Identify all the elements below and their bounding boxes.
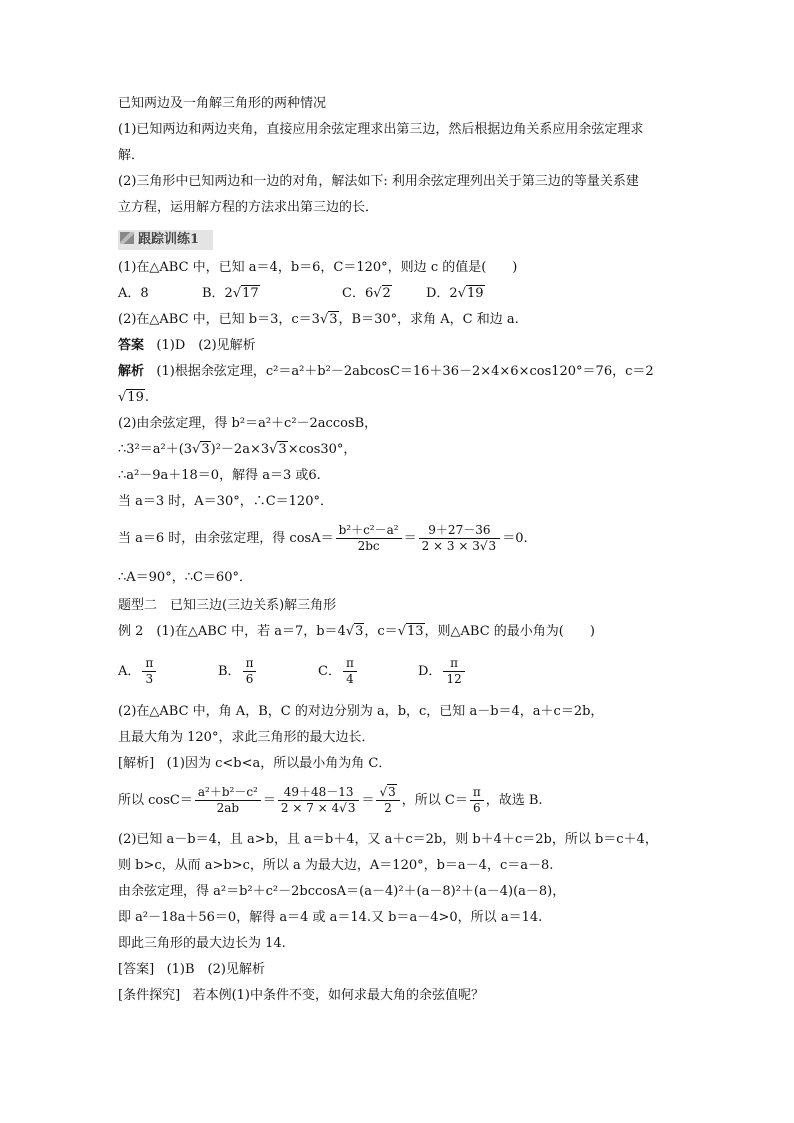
solution-label: 解析 (118, 364, 145, 379)
frac-num: π (470, 785, 484, 801)
ex-mid: ，c＝ (364, 624, 398, 639)
condition-explore (118, 986, 484, 1006)
solution-1: (1)因为 c<b<a，所以最小角为角 C． (166, 756, 392, 771)
frac-den-pre: 2 × 3 × 3 (421, 539, 480, 553)
intro-p2a: (2)三角形中已知两边和一边的对角，解法如下: 利用余弦定理列出关于第三边的等量关系建 (118, 174, 639, 189)
example2-options (118, 654, 467, 690)
intro-title: 已知两边及一角解三角形的两种情况 (118, 96, 327, 111)
sol2e-post: ＝0. (502, 531, 528, 546)
frac-num: a²＋b²－c² (195, 785, 261, 801)
option-b-pre: B．2 (202, 286, 233, 301)
practice-sol2f: ∴A＝90°，∴C＝60°． (118, 570, 252, 585)
radical-sign-icon: √ (345, 624, 355, 639)
example2-sol5: 由余弦定理，得 a²＝b²＋c²－2bccosA＝(a－4)²＋(a－8)²＋(a－4)(a－8)， (118, 884, 566, 899)
intro-p1a: (1)已知两边和两边夹角，直接应用余弦定理求出第三边，然后根据边角关系应用余弦定理求 (118, 122, 644, 137)
radical-sign-icon: √ (397, 624, 406, 639)
option-d-label: D． (418, 664, 442, 679)
practice-q1-options (118, 284, 485, 304)
sol2b-radicand-1: 3 (201, 442, 210, 457)
ex-post: ，则△ABC 的最小角为( ) (424, 624, 595, 639)
frac-den (278, 801, 360, 816)
practice-sol2a: (2)由余弦定理，得 b²＝a²＋c²－2accosB， (118, 416, 378, 431)
practice-header-label: 跟踪训练1 (138, 232, 200, 247)
intro-p2b: 立方程，运用解方程的方法求出第三边的长． (118, 200, 379, 215)
explore-label: [条件探究] (118, 988, 181, 1003)
ex-radicand-2: 13 (406, 624, 424, 639)
equals-sign: ＝ (361, 793, 375, 808)
frac-num: 9＋27－36 (419, 523, 501, 539)
example2-q2b: 且最大角为 120°，求此三角形的最大边长． (118, 730, 375, 745)
option-a: A．8 (118, 286, 149, 301)
frac-num: b²＋c²－a² (336, 523, 402, 539)
example2-sol4: 则 b>c，从而 a>b>c，所以 a 为最大边，A＝120°，b＝a－4，c＝a－8. (118, 858, 554, 873)
frac-num: π (243, 656, 257, 672)
example2-sol3: (2)已知 a－b＝4，且 a>b，且 a＝b＋4，又 a＋c＝2b，则 b＋4＋c＝2b，所以 b＝c＋4， (118, 832, 658, 847)
answer-label: 答案 (118, 338, 145, 353)
frac-den-radicand: 3 (488, 539, 497, 553)
option-d (418, 656, 467, 686)
frac-den: 4 (346, 672, 354, 686)
solution-1a: (1)根据余弦定理，c²＝a²＋b²－2abcosC＝16＋36－2×4×6×cos120°＝76，c＝2 (156, 364, 654, 379)
fraction-cosA-value (419, 523, 501, 554)
option-c (318, 654, 418, 690)
example2-sol2 (118, 784, 543, 818)
option-b-label: B． (218, 664, 241, 679)
sol2-pre: 所以 cosC＝ (118, 793, 193, 808)
radical-sign-icon: √ (339, 801, 347, 815)
fraction-angle-C (470, 785, 484, 816)
frac-den: 2ab (216, 801, 240, 815)
example2-sol1 (118, 754, 391, 774)
option-b (202, 284, 342, 304)
option-c-label: C． (318, 664, 341, 679)
radical-sign-icon: √ (232, 286, 242, 301)
practice-header (118, 230, 213, 250)
example2-sol6: 即 a²－18a＋56＝0，解得 a＝4 或 a＝14.又 b＝a－4>0，所以 a＝14. (118, 910, 543, 925)
radical-sign-icon: √ (118, 390, 127, 405)
frac-num-radicand: 3 (388, 785, 396, 799)
solution-label: [解析] (118, 756, 155, 771)
answer-text: (1)B (2)见解析 (166, 962, 265, 977)
sol2b-post: ×cos30°， (287, 442, 357, 457)
option-b-radicand: 17 (242, 286, 259, 301)
frac-num: π (443, 656, 464, 672)
practice-q2 (118, 310, 519, 330)
sol2b-mid: )²－2a×3 (210, 442, 270, 457)
fraction-cosC-formula (195, 785, 261, 816)
option-c-radicand: 2 (382, 286, 391, 301)
frac-den: 6 (245, 672, 254, 686)
frac-den-pre: 2 × 7 × 4 (280, 801, 340, 815)
answer-text: (1)D (2)见解析 (156, 338, 256, 353)
example2-sol7: 即此三角形的最大边长为 14. (118, 936, 286, 951)
radical-sign-icon: √ (479, 539, 488, 553)
frac-den: 12 (446, 672, 462, 686)
option-d (426, 285, 485, 301)
explore-text: 若本例(1)中条件不变，如何求最大角的余弦值呢？ (192, 988, 484, 1003)
sol1b-post: . (144, 390, 149, 405)
practice-sol2d: 当 a＝3 时，A＝30°，∴C＝120°． (118, 494, 333, 509)
frac-den-radicand: 3 (347, 801, 356, 815)
practice-sol1b (118, 388, 149, 408)
practice-sol1a (118, 362, 654, 382)
answer-label: [答案] (118, 962, 155, 977)
example2-q1 (118, 622, 595, 642)
sol2b-pre: ∴3²＝a²＋(3 (118, 442, 193, 457)
fraction-cosA-formula (336, 523, 402, 554)
practice-q1: (1)在△ABC 中，已知 a＝4，b＝6，C＝120°，则边 c 的值是( ) (118, 260, 518, 275)
option-c-pre: C．6 (342, 286, 374, 301)
frac-den: 2bc (357, 539, 380, 553)
option-c (342, 284, 426, 304)
option-a-label: A． (118, 664, 141, 679)
example2-answer (118, 960, 265, 980)
frac-den: 6 (472, 801, 481, 815)
ex-radicand-1: 3 (355, 624, 364, 639)
sol1b-radicand: 19 (127, 390, 144, 405)
section-marker-icon (120, 232, 134, 244)
equals-sign: ＝ (262, 793, 276, 808)
option-d-pre: D．2 (426, 286, 458, 301)
sol2b-radicand-2: 3 (278, 442, 287, 457)
sol2e-pre: 当 a＝6 时，由余弦定理，得 cosA＝ (118, 531, 334, 546)
option-a (118, 654, 218, 690)
fraction-cosC-result: $\frac{√3}{2}$ (376, 785, 399, 816)
intro-p1b: 解． (118, 148, 145, 163)
frac-num: π (142, 656, 156, 672)
fraction-cosC-value (278, 785, 360, 816)
frac-den (419, 539, 501, 554)
q2-pre: (2)在△ABC 中，已知 b＝3，c＝3 (118, 312, 320, 327)
ex-pre: 例 2 (1)在△ABC 中，若 a＝7，b＝4 (118, 624, 346, 639)
q2-radicand: 3 (329, 312, 338, 327)
example2-q2a: (2)在△ABC 中，角 A，B，C 的对边分别为 a，b，c，已知 a－b＝4，a＋c＝2b， (118, 704, 604, 719)
radical-sign-icon: √ (457, 286, 466, 301)
radical-sign-icon: √ (373, 286, 382, 301)
frac-den: 2 (384, 801, 392, 815)
sol2-mid: ，所以 C＝ (401, 793, 468, 808)
equals-sign: ＝ (403, 531, 417, 546)
radical-sign-icon: √ (269, 442, 278, 457)
practice-sol2c: ∴a²－9a＋18＝0，解得 a＝3 或6. (118, 468, 321, 483)
sol2-post: ，故选 B. (485, 793, 543, 808)
option-b (218, 654, 318, 690)
radical-sign-icon: √ (319, 312, 329, 327)
practice-answer (118, 336, 256, 356)
practice-sol2e (118, 522, 528, 556)
type2-heading: 题型二 已知三边(三边关系)解三角形 (118, 598, 337, 613)
radical-sign-icon: √ (192, 442, 201, 457)
frac-den: 3 (145, 672, 154, 686)
frac-num: π (343, 656, 357, 672)
frac-num: 49＋48－13 (278, 785, 360, 801)
option-d-radicand: 19 (467, 286, 484, 301)
practice-sol2b (118, 440, 356, 460)
q2-post: ，B＝30°，求角 A，C 和边 a. (338, 312, 519, 327)
